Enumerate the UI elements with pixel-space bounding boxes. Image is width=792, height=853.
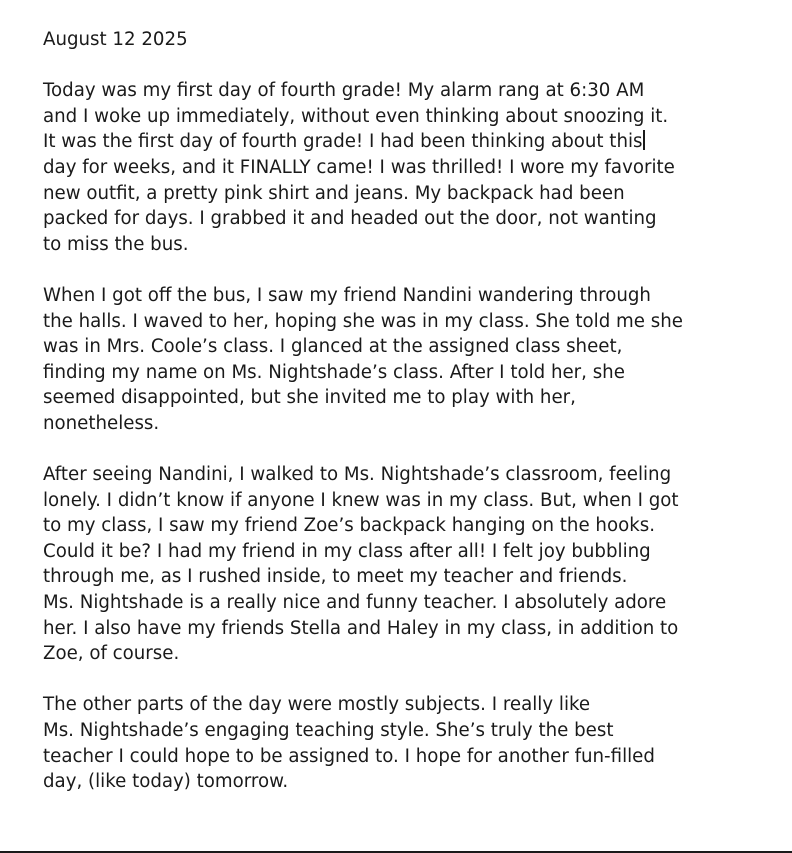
text-line: day, (like today) tomorrow. <box>43 771 289 793</box>
text-line: Today was my first day of fourth grade! My alarm rang at 6:30 AM <box>43 80 645 102</box>
text-line: Zoe, of course. <box>43 643 180 665</box>
paragraph-2 <box>43 283 783 437</box>
text-line: the halls. I waved to her, hoping she was in my class. She told me she <box>43 310 683 332</box>
paragraph-4 <box>43 692 783 794</box>
text-line: packed for days. I grabbed it and headed out the door, not wanting <box>43 208 657 230</box>
text-line: After seeing Nandini, I walked to Ms. Nightshade’s classroom, feeling <box>43 464 672 486</box>
text-cursor <box>643 130 645 150</box>
text-line: was in Mrs. Coole’s class. I glanced at the assigned class sheet, <box>43 336 623 358</box>
text-line: finding my name on Ms. Nightshade’s class. After I told her, she <box>43 361 625 383</box>
text-line: new outfit, a pretty pink shirt and jeans. My backpack had been <box>43 182 625 204</box>
text-line: Ms. Nightshade is a really nice and funny teacher. I absolutely adore <box>43 592 667 614</box>
document-body[interactable] <box>43 27 783 795</box>
text-line: lonely. I didn’t know if anyone I knew was in my class. But, when I got <box>43 489 679 511</box>
text-line: and I woke up immediately, without even thinking about snoozing it. <box>43 105 669 127</box>
text-line: teacher I could hope to be assigned to. I hope for another fun-filled <box>43 745 655 767</box>
text-line: It was the first day of fourth grade! I had been thinking about this <box>43 131 643 153</box>
entry-date: August 12 2025 <box>43 29 188 50</box>
text-line: When I got off the bus, I saw my friend Nandini wandering through <box>43 284 651 306</box>
text-line: nonetheless. <box>43 412 160 434</box>
text-line: day for weeks, and it FINALLY came! I was thrilled! I wore my favorite <box>43 156 675 178</box>
paragraph-1 <box>43 78 783 257</box>
text-line: her. I also have my friends Stella and Haley in my class, in addition to <box>43 617 679 639</box>
paragraph-3 <box>43 462 783 667</box>
text-line: to miss the bus. <box>43 233 189 255</box>
text-line: to my class, I saw my friend Zoe’s backpack hanging on the hooks. <box>43 515 655 537</box>
text-line: Could it be? I had my friend in my class after all! I felt joy bubbling <box>43 540 651 562</box>
text-line-with-caret <box>43 129 783 155</box>
text-line: The other parts of the day were mostly subjects. I really like <box>43 694 591 716</box>
text-line: seemed disappointed, but she invited me to play with her, <box>43 387 576 409</box>
text-line: through me, as I rushed inside, to meet my teacher and friends. <box>43 566 628 588</box>
text-line: Ms. Nightshade’s engaging teaching style. She’s truly the best <box>43 720 614 742</box>
